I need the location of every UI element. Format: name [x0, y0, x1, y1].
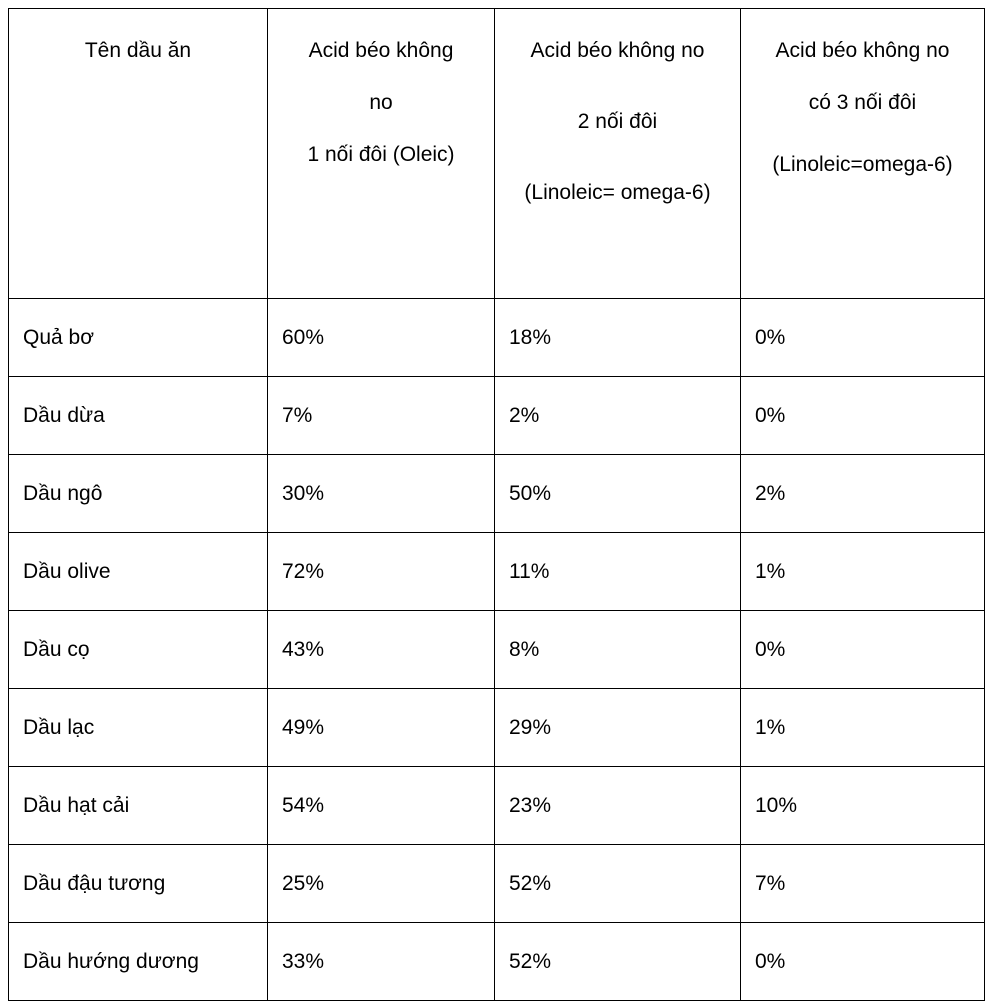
cell-three-double-bonds: 0% — [741, 299, 985, 377]
cell-oil-name: Dầu hướng dương — [9, 923, 268, 1001]
header-text: (Linoleic=omega-6) — [772, 153, 953, 176]
cell-oil-name: Dầu đậu tương — [9, 845, 268, 923]
cell-two-double-bonds: 52% — [495, 923, 741, 1001]
header-two-double-bonds — [495, 9, 741, 299]
cell-two-double-bonds: 11% — [495, 533, 741, 611]
table-row — [9, 299, 985, 377]
cell-oil-name: Dầu ngô — [9, 455, 268, 533]
cell-oleic: 33% — [268, 923, 495, 1001]
header-oil-name — [9, 9, 268, 299]
cell-oil-name: Quả bơ — [9, 299, 268, 377]
cell-three-double-bonds: 1% — [741, 689, 985, 767]
header-text: Acid béo không no — [775, 39, 950, 62]
header-row — [9, 9, 985, 299]
cell-two-double-bonds: 52% — [495, 845, 741, 923]
cell-three-double-bonds: 10% — [741, 767, 985, 845]
table-row — [9, 923, 985, 1001]
header-text: Tên dầu ăn — [84, 39, 192, 62]
header-monounsaturated — [268, 9, 495, 299]
cell-oleic: 7% — [268, 377, 495, 455]
cell-oleic: 54% — [268, 767, 495, 845]
table-row — [9, 689, 985, 767]
cell-oleic: 49% — [268, 689, 495, 767]
table-row — [9, 845, 985, 923]
cell-oil-name: Dầu lạc — [9, 689, 268, 767]
table-row — [9, 377, 985, 455]
header-text: 2 nối đôi — [577, 110, 658, 133]
header-text: có 3 nối đôi — [808, 91, 917, 114]
cell-three-double-bonds: 1% — [741, 533, 985, 611]
table-row — [9, 533, 985, 611]
cell-three-double-bonds: 0% — [741, 377, 985, 455]
cell-two-double-bonds: 18% — [495, 299, 741, 377]
cell-oleic: 43% — [268, 611, 495, 689]
table-header — [9, 9, 985, 299]
table-body — [9, 299, 985, 1001]
cell-two-double-bonds: 23% — [495, 767, 741, 845]
fatty-acid-table — [8, 8, 985, 1001]
header-text: 1 nối đôi (Oleic) — [307, 143, 455, 166]
cell-two-double-bonds: 2% — [495, 377, 741, 455]
table-row — [9, 455, 985, 533]
cell-oil-name: Dầu olive — [9, 533, 268, 611]
header-text: Acid béo không no — [530, 39, 705, 62]
cell-oleic: 72% — [268, 533, 495, 611]
cell-oleic: 30% — [268, 455, 495, 533]
header-three-double-bonds — [741, 9, 985, 299]
cell-two-double-bonds: 50% — [495, 455, 741, 533]
cell-two-double-bonds: 8% — [495, 611, 741, 689]
cell-oil-name: Dầu dừa — [9, 377, 268, 455]
cell-oil-name: Dầu hạt cải — [9, 767, 268, 845]
table-row — [9, 611, 985, 689]
cell-three-double-bonds: 2% — [741, 455, 985, 533]
header-text: no — [369, 91, 393, 114]
table-row — [9, 767, 985, 845]
header-text: (Linoleic= omega-6) — [524, 181, 711, 204]
cell-oleic: 25% — [268, 845, 495, 923]
cell-two-double-bonds: 29% — [495, 689, 741, 767]
cell-three-double-bonds: 0% — [741, 611, 985, 689]
cell-oleic: 60% — [268, 299, 495, 377]
header-text: Acid béo không — [308, 39, 454, 62]
cell-oil-name: Dầu cọ — [9, 611, 268, 689]
cell-three-double-bonds: 7% — [741, 845, 985, 923]
cell-three-double-bonds: 0% — [741, 923, 985, 1001]
